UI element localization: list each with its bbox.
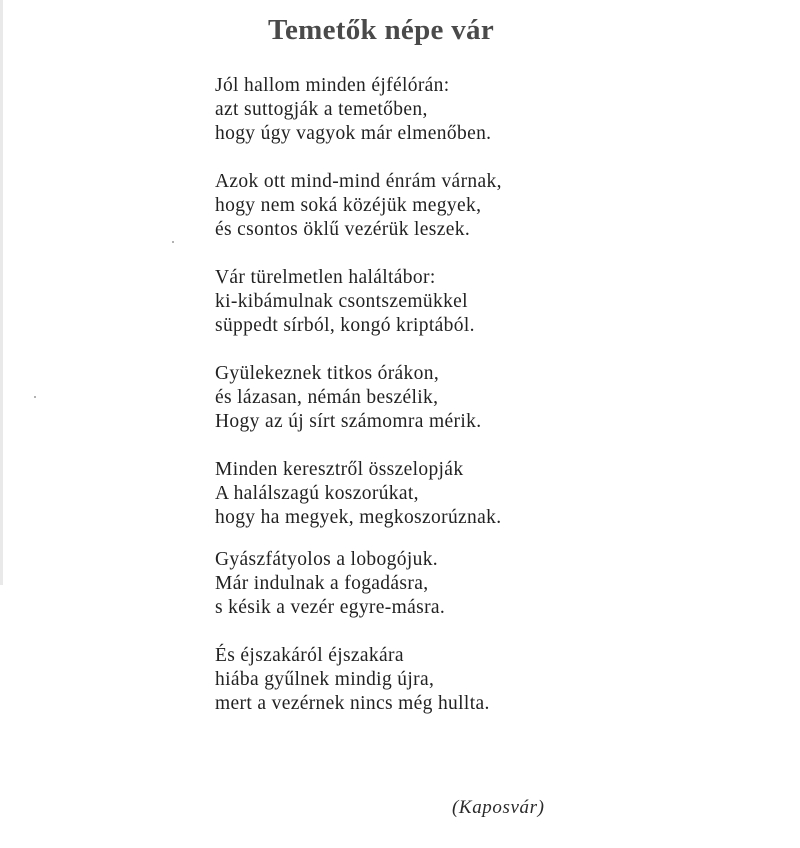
poem-line: Minden keresztről összelopják [215, 459, 464, 480]
poem-line: és csontos öklű vezérük leszek. [215, 219, 471, 240]
poem-body [215, 74, 635, 716]
stanza-5 [215, 458, 635, 530]
poem-line: A halálszagú koszorúkat, [215, 483, 419, 504]
scan-speck [34, 396, 36, 398]
scan-speck [172, 241, 174, 243]
poem-line: és lázasan, némán beszélik, [215, 387, 439, 408]
poem-line: hogy nem soká közéjük megyek, [215, 195, 482, 216]
stanza-7 [215, 644, 635, 716]
poem-line: Azok ott mind-mind énrám várnak, [215, 171, 502, 192]
poem-line: Vár türelmetlen haláltábor: [215, 267, 436, 288]
poem-line: Hogy az új sírt számomra mérik. [215, 411, 482, 432]
poem-line: süppedt sírból, kongó kriptából. [215, 315, 475, 336]
poem-line: Jól hallom minden éjfélórán: [215, 75, 450, 96]
poem-line: Gyülekeznek titkos órákon, [215, 363, 440, 384]
stanza-2 [215, 170, 635, 242]
poem-line: És éjszakáról éjszakára [215, 645, 404, 666]
poem-line: s késik a vezér egyre-másra. [215, 597, 446, 618]
stanza-6 [215, 548, 635, 620]
poem-place-signature: (Kaposvár) [452, 797, 545, 818]
stanza-3 [215, 266, 635, 338]
poem-line: hogy úgy vagyok már elmenőben. [215, 123, 492, 144]
poem-line: azt suttogják a temetőben, [215, 99, 428, 120]
poem-title: Temetők népe vár [267, 14, 495, 46]
poem-line: hogy ha megyek, megkoszorúznak. [215, 507, 502, 528]
poem-line: ki-kibámulnak csontszemükkel [215, 291, 468, 312]
poem-line: mert a vezérnek nincs még hullta. [215, 693, 490, 714]
stanza-4 [215, 362, 635, 434]
scan-edge-shadow [0, 0, 3, 585]
poem-line: Gyászfátyolos a lobogójuk. [215, 549, 439, 570]
stanza-1 [215, 74, 635, 146]
poem-line: Már indulnak a fogadásra, [215, 573, 429, 594]
poem-line: hiába gyűlnek mindig újra, [215, 669, 435, 690]
